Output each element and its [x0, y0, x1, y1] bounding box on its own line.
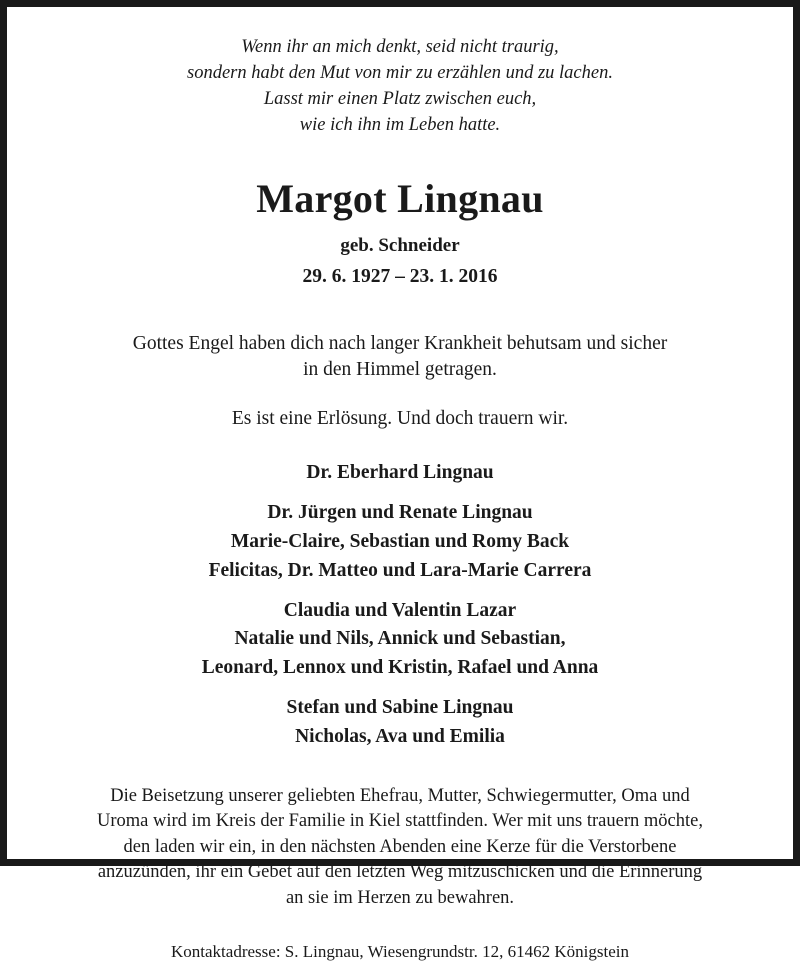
mourner-group: [35, 499, 765, 586]
mourner-line: Felicitas, Dr. Matteo und Lara-Marie Carrera: [208, 559, 592, 581]
mourner-line: Stefan und Sabine Lingnau: [286, 697, 514, 719]
mourner-group: [35, 694, 765, 752]
mourner-group: [35, 459, 765, 488]
epitaph-line: Wenn ihr an mich denkt, seid nicht traurig,: [241, 37, 559, 57]
mourner-group: [35, 597, 765, 684]
notice-content: [7, 7, 793, 962]
maiden-name: geb. Schneider: [340, 234, 460, 256]
epitaph-line: wie ich ihn im Leben hatte.: [299, 114, 501, 135]
life-dates: 29. 6. 1927 – 23. 1. 2016: [302, 266, 498, 288]
memorial-verse: [35, 331, 765, 384]
arrangements-line: Uroma wird im Kreis der Familie in Kiel stattfinden. Wer mit uns trauern möchte,: [97, 811, 703, 832]
mourners-list: [35, 459, 765, 752]
mourner-line: Claudia und Valentin Lazar: [283, 599, 517, 621]
epitaph-poem: [35, 35, 765, 139]
mourner-line: Nicholas, Ava und Emilia: [295, 726, 505, 747]
deceased-name: Margot Lingnau: [256, 175, 544, 221]
memorial-verse-line: Gottes Engel haben dich nach langer Krankheit behutsam und sicher: [132, 332, 668, 354]
mourner-line: Leonard, Lennox und Kristin, Rafael und Anna: [201, 657, 599, 679]
arrangements-line: anzuzünden, ihr ein Gebet auf den letzten Weg mitzuschicken und die Erinnerung: [97, 862, 703, 883]
epitaph-line: sondern habt den Mut von mir zu erzählen und zu lachen.: [187, 62, 613, 83]
contact-address: Kontaktadresse: S. Lingnau, Wiesengrundstr. 12, 61462 Königstein: [171, 942, 629, 962]
arrangements-line: den laden wir ein, in den nächsten Abenden eine Kerze für die Verstorbene: [123, 836, 677, 857]
mourner-line: Dr. Jürgen und Renate Lingnau: [267, 501, 533, 523]
solace-line: Es ist eine Erlösung. Und doch trauern wir.: [231, 407, 569, 429]
mourner-line: Marie-Claire, Sebastian und Romy Back: [230, 530, 570, 552]
mourner-line: Natalie und Nils, Annick und Sebastian,: [234, 628, 566, 650]
epitaph-line: Lasst mir einen Platz zwischen euch,: [263, 88, 537, 109]
arrangements-line: Die Beisetzung unserer geliebten Ehefrau, Mutter, Schwiegermutter, Oma und: [110, 785, 690, 806]
funeral-arrangements: [35, 784, 765, 912]
arrangements-line: an sie im Herzen zu bewahren.: [285, 887, 515, 908]
memorial-verse-line: in den Himmel getragen.: [303, 359, 497, 381]
mourner-line: Dr. Eberhard Lingnau: [306, 462, 494, 484]
